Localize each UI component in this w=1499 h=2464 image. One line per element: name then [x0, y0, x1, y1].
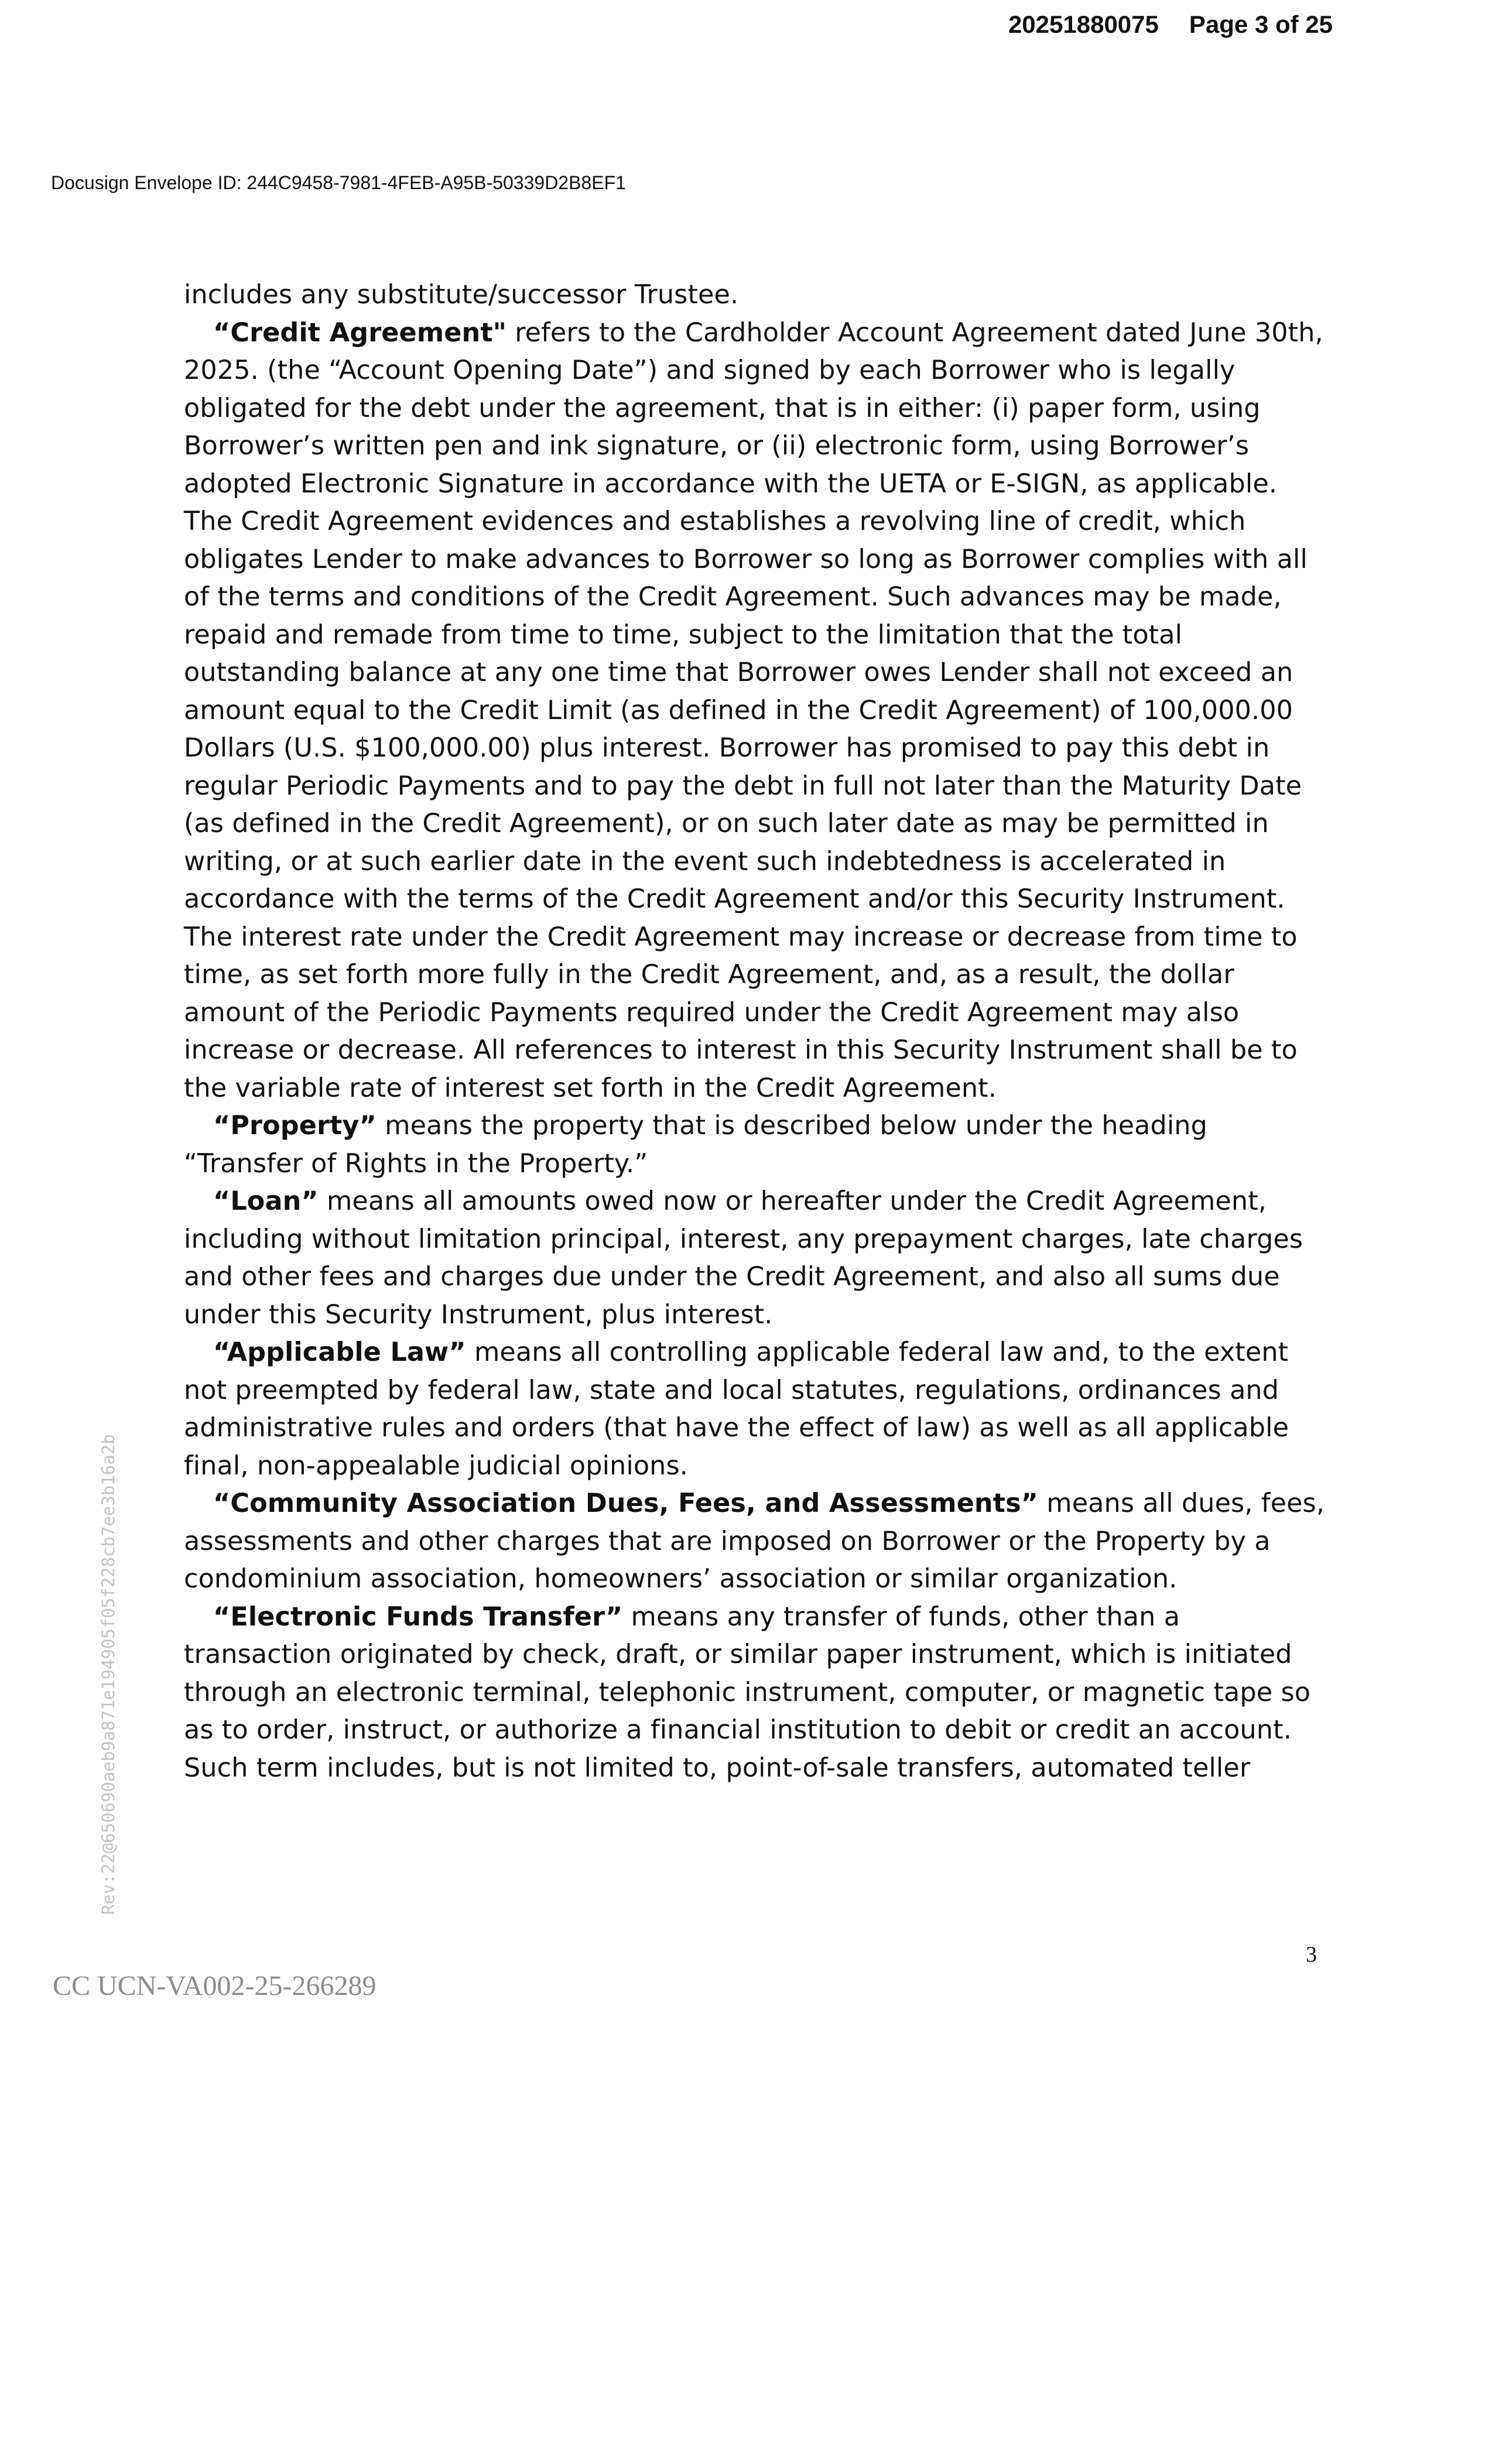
paragraph-loan: [184, 1183, 1326, 1334]
defined-term-loan: “Loan”: [213, 1186, 319, 1216]
footer-reference-code: CC UCN-VA002-25-266289: [53, 1970, 377, 2001]
defined-term-applicable-law: “Applicable Law”: [213, 1337, 466, 1367]
docusign-envelope-id: Docusign Envelope ID: 244C9458-7981-4FEB-A95B-50339D2B8EF1: [51, 172, 626, 193]
defined-term-property: “Property”: [213, 1111, 377, 1141]
defined-term-community-association: “Community Association Dues, Fees, and Assessments”: [213, 1488, 1039, 1518]
page-indicator: Page 3 of 25: [1189, 11, 1333, 38]
document-body: [184, 276, 1326, 1787]
page-number: 3: [1306, 1942, 1317, 1967]
paragraph-community-association: [184, 1485, 1326, 1599]
document-number: 20251880075: [1008, 11, 1159, 38]
defined-term-credit-agreement: “Credit Agreement": [213, 317, 506, 348]
paragraph-credit-agreement: [184, 314, 1326, 1108]
paragraph-property: [184, 1107, 1326, 1183]
paragraph-applicable-law: [184, 1334, 1326, 1485]
definition-loan: means all amounts owed now or hereafter under the Credit Agreement, including without limitation principal, interest, any prepayment charges, late charges and other fees and charges due under the Credit Agreement, and also all sums due under this Security Instrument, plus interest.: [184, 1186, 1303, 1330]
definition-credit-agreement: refers to the Cardholder Account Agreement dated June 30th, 2025. (the “Account Opening Date”) and signed by each Borrower who is legally obligated for the debt under the agreement, that is in either: (i) paper form, using Borrower’s written pen and ink signature, or (ii) electronic form, using Borrower’s adopted Electronic Signature in accordance with the UETA or E-SIGN, as applicable. The Credit Agreement evidences and establishes a revolving line of credit, which obligates Lender to make advances to Borrower so long as Borrower complies with all of the terms and conditions of the Credit Agreement. Such advances may be made, repaid and remade from time to time, subject to the limitation that the total outstanding balance at any one time that Borrower owes Lender shall not exceed an amount equal to the Credit Limit (as defined in the Credit Agreement) of 100,000.00 Dollars (U.S. $100,000.00) plus interest. Borrower has promised to pay this debt in regular Periodic Payments and to pay the debt in full not later than the Maturity Date (as defined in the Credit Agreement), or on such later date as may be permitted in writing, or at such earlier date in the event such indebtedness is accelerated in accordance with the terms of the Credit Agreement and/or this Security Instrument. The interest rate under the Credit Agreement may increase or decrease from time to time, as set forth more fully in the Credit Agreement, and, as a result, the dollar amount of the Periodic Payments required under the Credit Agreement may also increase or decrease. All references to interest in this Security Instrument shall be to the variable rate of interest set forth in the Credit Agreement.: [184, 317, 1323, 1103]
paragraph-trustee-continuation: includes any substitute/successor Trustee.: [184, 280, 739, 310]
definition-electronic-funds-transfer: means any transfer of funds, other than a transaction originated by check, draft, or similar paper instrument, which is initiated through an electronic terminal, telephonic instrument, computer, or magnetic tape so as to order, instruct, or authorize a financial institution to debit or credit an account. Such term includes, but is not limited to, point-of-sale transfers, automated teller: [184, 1601, 1311, 1783]
defined-term-electronic-funds-transfer: “Electronic Funds Transfer”: [213, 1601, 623, 1632]
paragraph-electronic-funds-transfer: [184, 1599, 1326, 1788]
revision-stamp: Rev:22@650690aeb9a871e194905f05f228cb7ee3b16a2b: [98, 1434, 118, 1915]
page-header: [1008, 11, 1333, 39]
definition-community-association: means all dues, fees, assessments and other charges that are imposed on Borrower or the Property by a condominium association, homeowners’ association or similar organization.: [184, 1488, 1325, 1594]
definition-property: means the property that is described below under the heading “Transfer of Rights in the Property.”: [184, 1111, 1207, 1179]
definition-applicable-law: means all controlling applicable federal law and, to the extent not preempted by federal law, state and local statutes, regulations, ordinances and administrative rules and orders (that have the effect of law) as well as all applicable final, non-appealable judicial opinions.: [184, 1337, 1289, 1481]
